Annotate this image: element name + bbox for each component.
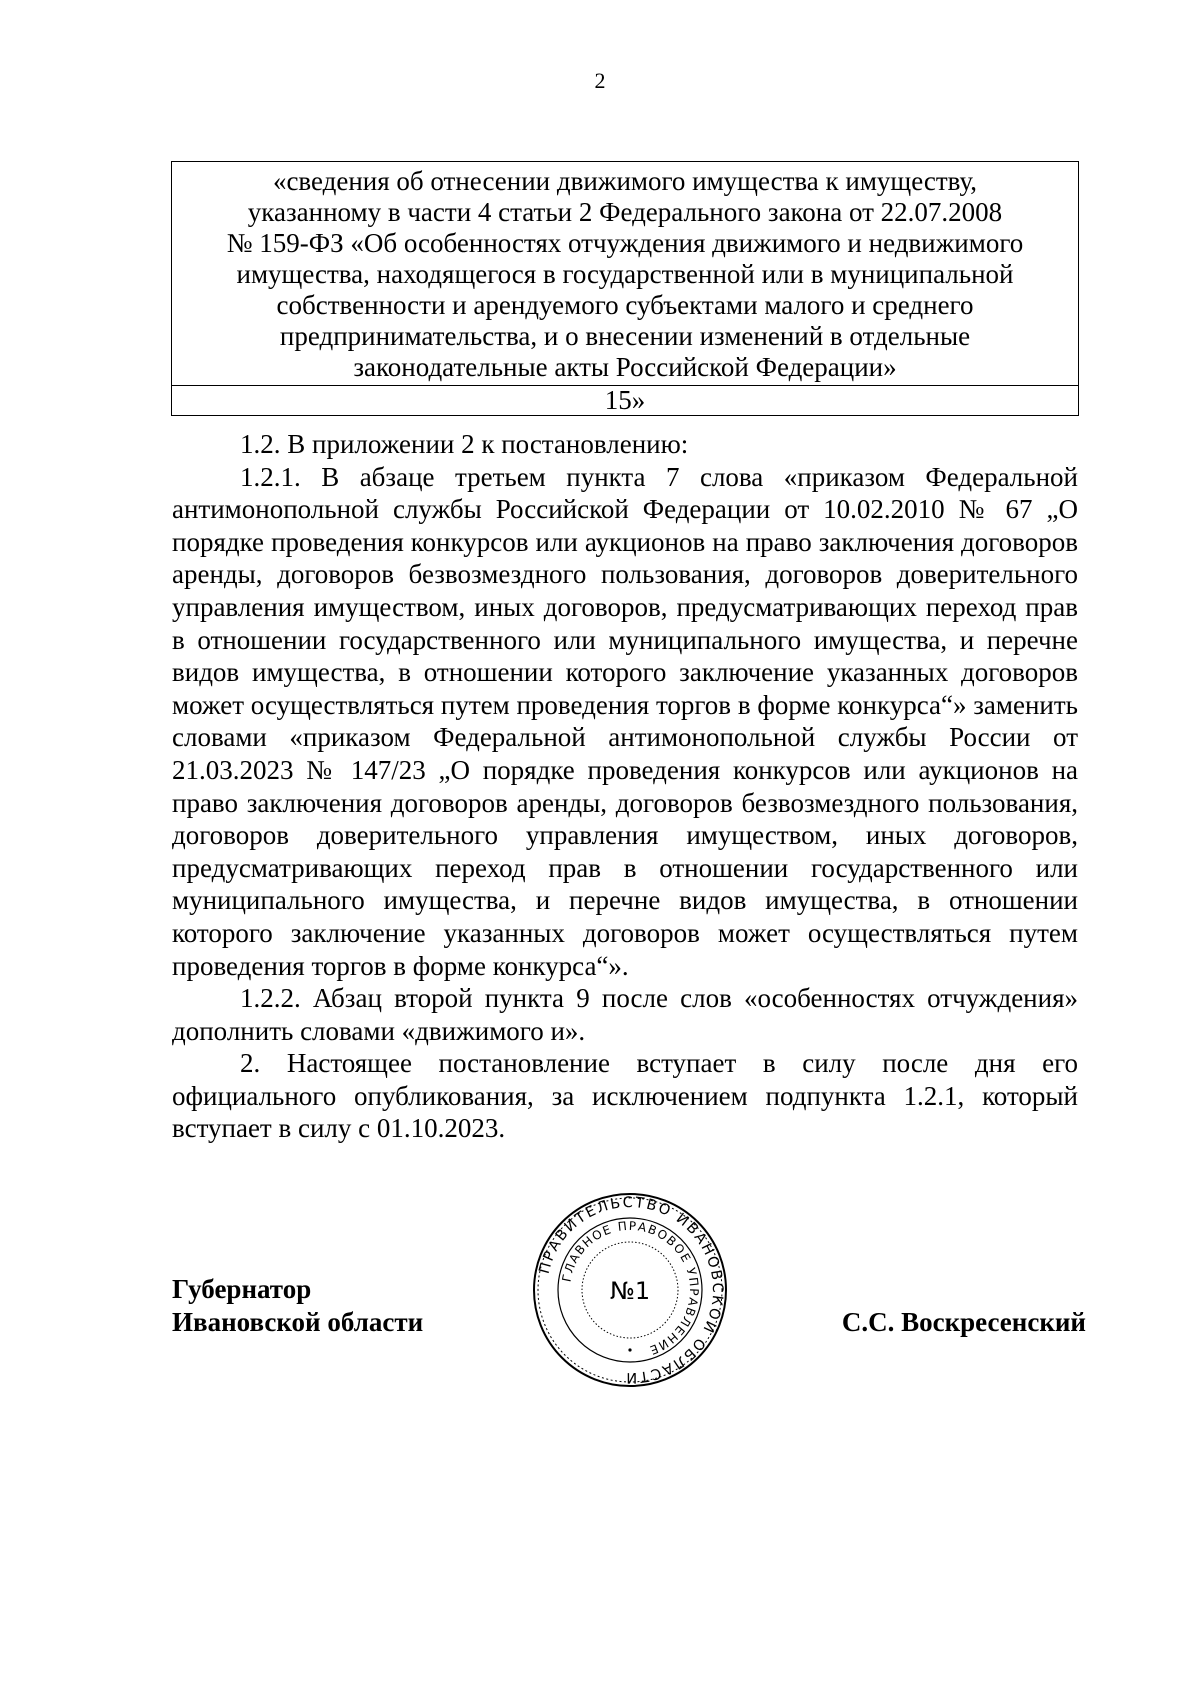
signer-title-line: Ивановской области: [172, 1307, 424, 1337]
stamp-center-text: №1: [609, 1277, 651, 1305]
signer-name: С.С. Воскресенский: [841, 1307, 1086, 1337]
stamp-seal-icon: [530, 1190, 730, 1390]
page-number: 2: [594, 68, 606, 93]
paragraph-1-2-1: 1.2.1. В абзаце третьем пункта 7 слова «приказом Федеральной антимонопольной службы Российской Федерации от 10.02.2010 № 67 „О порядке проведения конкурсов или аукционов на право заключения договоров аренды, договоров безвозмездного пользования, договоров доверительного управления имуществом, иных договоров, предусматривающих переход прав в отношении государственного или муниципального имущества, и перечне видов имущества, в отношении которого заключение указанных договоров может осуществляться путем проведения торгов в форме конкурса“» заменить словами «приказом Федеральной антимонопольной службы России от 21.03.2023 № 147/23 „О порядке проведения конкурсов или аукционов на право заключения договоров аренды, договоров безвозмездного пользования, договоров доверительного управления имуществом, иных договоров, предусматривающих переход прав в отношении государственного или муниципального имущества, и перечне видов имущества, в отношении которого заключение указанных договоров может осуществляться путем проведения торгов в форме конкурса“».: [172, 461, 1078, 981]
table-text-cell: [172, 162, 1079, 386]
table-line: законодательные акты Российской Федерации»: [353, 352, 897, 382]
signer-title-line: Губернатор: [172, 1274, 312, 1304]
paragraph-2: 2. Настоящее постановление вступает в силу после дня его официального опубликования, за исключением подпункта 1.2.1, который вступает в силу с 01.10.2023.: [172, 1048, 1078, 1144]
table-line: предпринимательства, и о внесении изменений в отдельные: [279, 321, 971, 351]
signer-title: [172, 1273, 423, 1339]
table-line: собственности и арендуемого субъектами малого и среднего: [276, 290, 974, 320]
table-line: указанному в части 4 статьи 2 Федерального закона от 22.07.2008: [247, 197, 1003, 227]
table-line: имущества, находящегося в государственной или в муниципальной: [236, 259, 1014, 289]
table-line: № 159-ФЗ «Об особенностях отчуждения движимого и недвижимого: [226, 228, 1024, 258]
paragraph-1-2-2: 1.2.2. Абзац второй пункта 9 после слов «особенностях отчуждения» дополнить словами «движимого и».: [172, 983, 1078, 1046]
table-line: «сведения об отнесении движимого имущества к имуществу,: [272, 166, 978, 196]
stamp-inner-text: ГЛАВНОЕ ПРАВОВОЕ УПРАВЛЕНИЕ: [559, 1218, 702, 1358]
paragraph-1-2: 1.2. В приложении 2 к постановлению:: [240, 429, 689, 459]
official-stamp: [530, 1190, 730, 1390]
quote-table: [171, 161, 1079, 416]
body-text: [172, 428, 1078, 1145]
table-number-cell: 15»: [172, 386, 1079, 416]
stamp-outer-text: ПРАВИТЕЛЬСТВО ИВАНОВСКОЙ ОБЛАСТИ: [536, 1194, 726, 1386]
